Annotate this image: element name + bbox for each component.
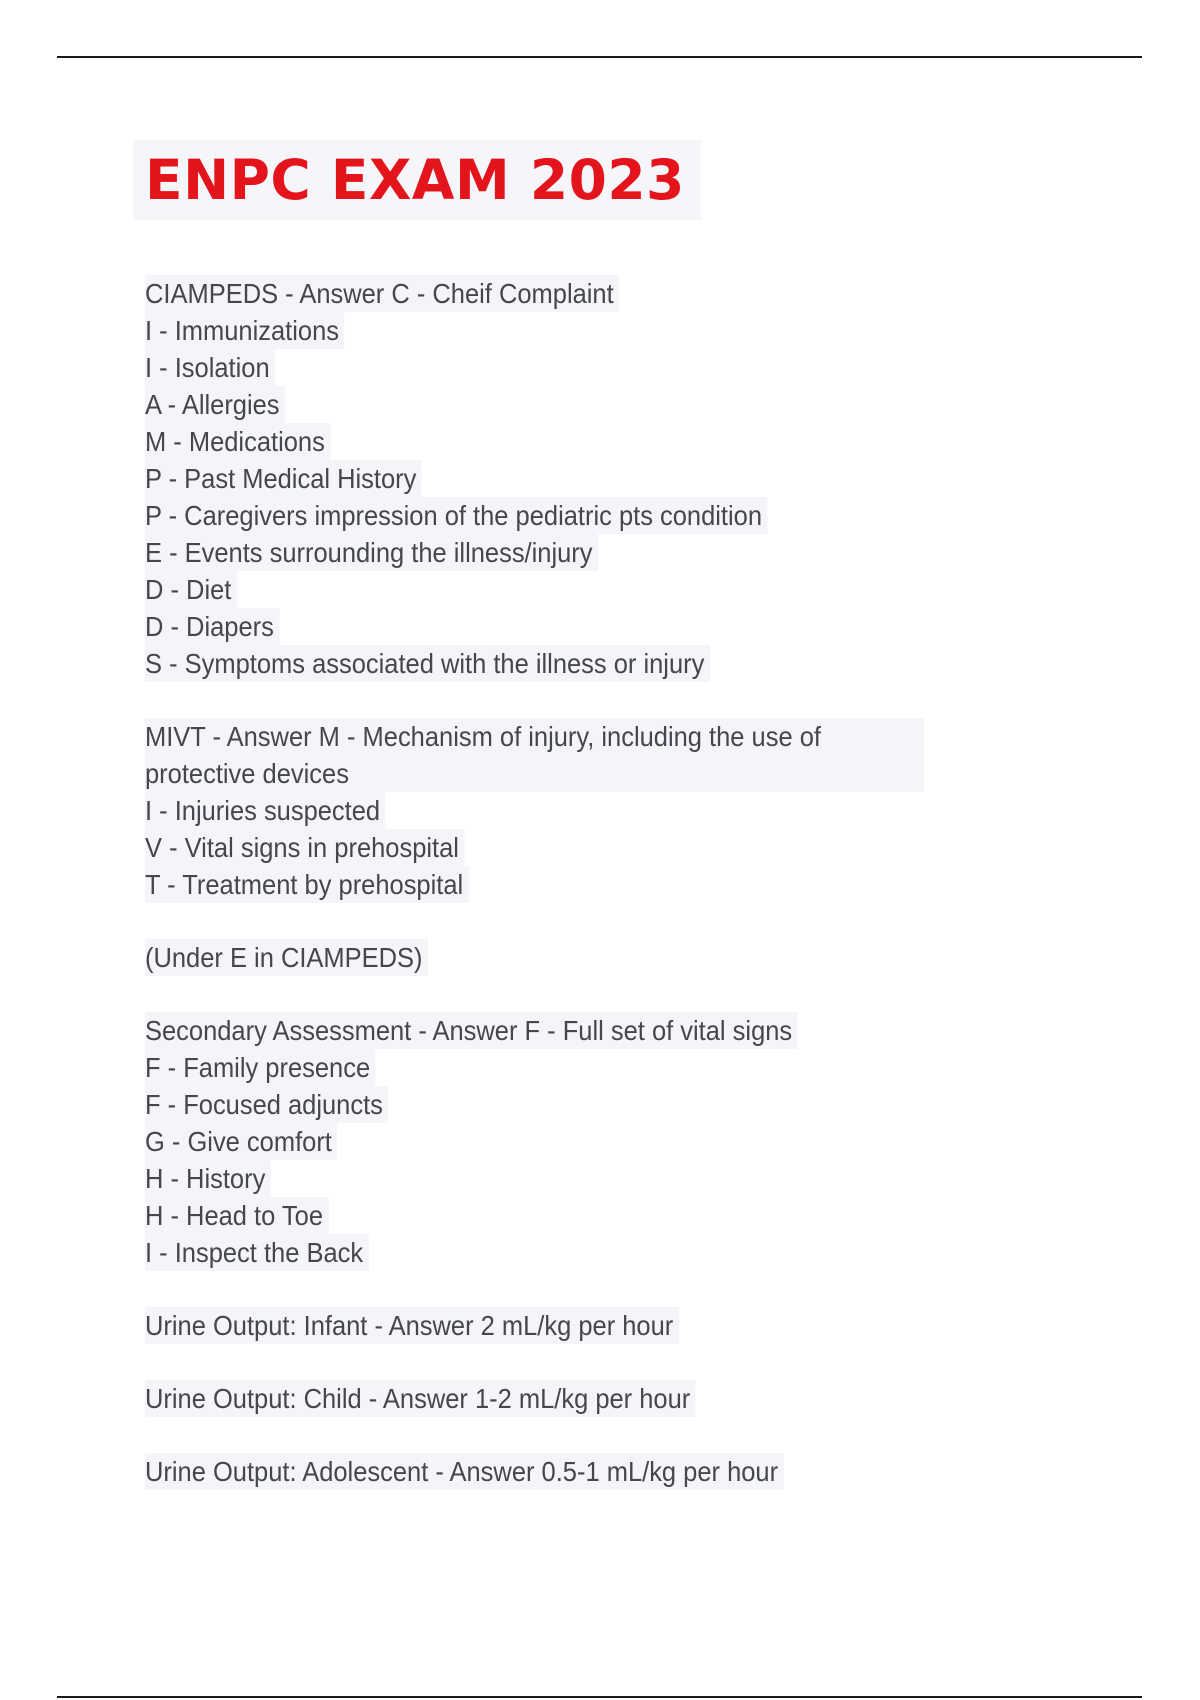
bottom-rule [57,1696,1142,1698]
text-line: I - Isolation [145,349,275,386]
text-line: Urine Output: Child - Answer 1-2 mL/kg per hour [145,1380,696,1417]
mivt-block [145,718,1045,903]
text-line: I - Immunizations [145,312,344,349]
text-line: H - Head to Toe [145,1197,328,1234]
text-line: P - Caregivers impression of the pediatric pts condition [145,497,767,534]
text-line: D - Diapers [145,608,279,645]
text-line: Urine Output: Infant - Answer 2 mL/kg per hour [145,1307,679,1344]
text-line: MIVT - Answer M - Mechanism of injury, including the use of protective devices [145,718,924,792]
document-body [145,275,1045,1490]
urine-output-infant-block [145,1307,1045,1344]
page-title: ENPC EXAM 2023 [133,140,701,220]
text-line: Secondary Assessment - Answer F - Full set of vital signs [145,1012,798,1049]
urine-output-adolescent-block [145,1453,1045,1490]
text-line: H - History [145,1160,271,1197]
text-line: F - Focused adjuncts [145,1086,388,1123]
text-line: F - Family presence [145,1049,376,1086]
text-line: A - Allergies [145,386,285,423]
text-line: M - Medications [145,423,330,460]
text-line: I - Inspect the Back [145,1234,369,1271]
urine-output-child-block [145,1380,1045,1417]
top-rule [57,56,1142,58]
text-line: I - Injuries suspected [145,792,386,829]
text-line: V - Vital signs in prehospital [145,829,464,866]
text-line: P - Past Medical History [145,460,422,497]
text-line: E - Events surrounding the illness/injury [145,534,598,571]
text-line: T - Treatment by prehospital [145,866,469,903]
text-line: G - Give comfort [145,1123,337,1160]
text-line: S - Symptoms associated with the illness or injury [145,645,710,682]
secondary-assessment-block [145,1012,1045,1271]
ciampeds-block [145,275,1045,682]
text-line: D - Diet [145,571,237,608]
note-block [145,939,1045,976]
text-line: CIAMPEDS - Answer C - Cheif Complaint [145,275,619,312]
text-line: (Under E in CIAMPEDS) [145,939,428,976]
text-line: Urine Output: Adolescent - Answer 0.5-1 mL/kg per hour [145,1453,784,1490]
